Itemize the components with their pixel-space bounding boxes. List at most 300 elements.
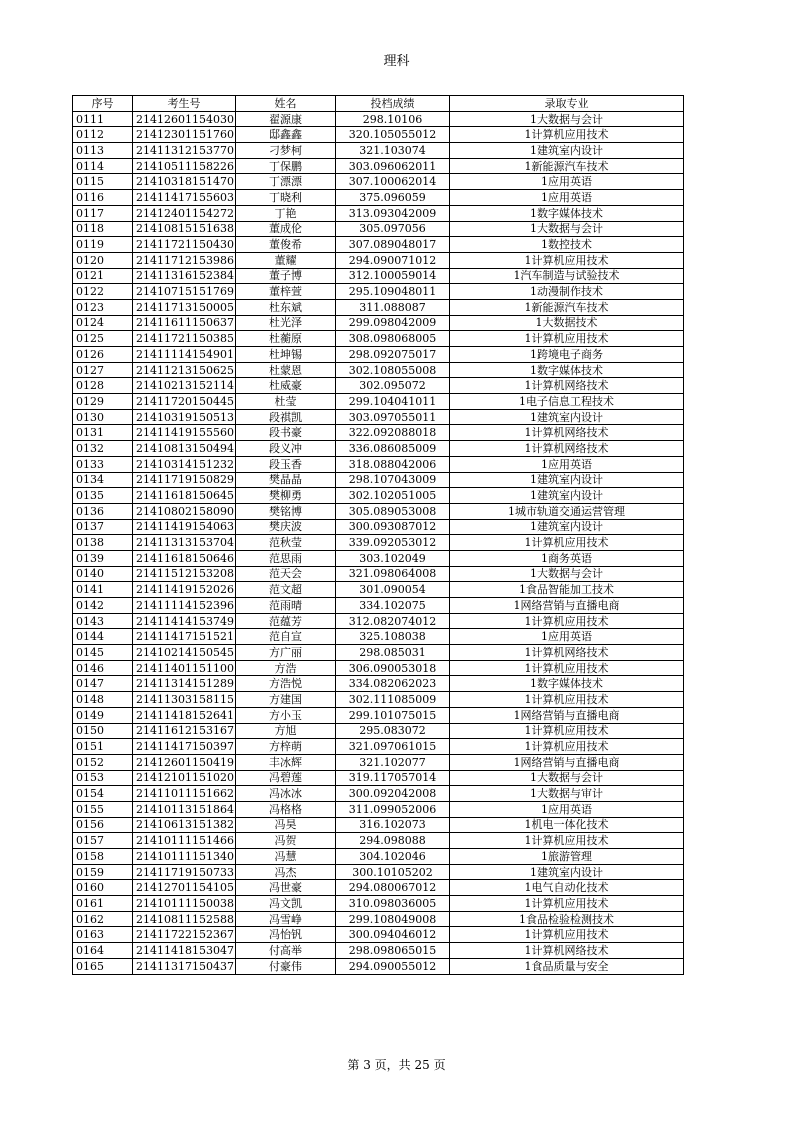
cell-seq: 0127 [73,362,133,378]
cell-name: 杜东斌 [236,299,336,315]
table-row [73,488,684,504]
cell-major: 1建筑室内设计 [450,409,684,425]
cell-exam-number: 21412601154030 [133,111,236,127]
cell-exam-number: 21411011151662 [133,786,236,802]
table-row [73,362,684,378]
cell-major: 1应用英语 [450,174,684,190]
table-row [73,660,684,676]
cell-name: 丁艳 [236,205,336,221]
cell-name: 范思雨 [236,550,336,566]
cell-name: 段祺凯 [236,409,336,425]
cell-seq: 0164 [73,943,133,959]
table-row [73,503,684,519]
cell-exam-number: 21411417155603 [133,190,236,206]
cell-name: 段玉香 [236,456,336,472]
cell-score: 321.097061015 [336,739,450,755]
cell-exam-number: 21411419155560 [133,425,236,441]
cell-name: 方广丽 [236,645,336,661]
cell-score: 311.099052006 [336,801,450,817]
cell-major: 1食品智能加工技术 [450,582,684,598]
cell-name: 范秋莹 [236,535,336,551]
cell-exam-number: 21411114154901 [133,347,236,363]
cell-major: 1计算机应用技术 [450,613,684,629]
table-row [73,252,684,268]
cell-seq: 0139 [73,550,133,566]
cell-exam-number: 21410715151769 [133,284,236,300]
cell-major: 1计算机应用技术 [450,127,684,143]
cell-score: 313.093042009 [336,205,450,221]
cell-score: 295.109048011 [336,284,450,300]
cell-exam-number: 21411618150646 [133,550,236,566]
table-row [73,911,684,927]
cell-exam-number: 21411618150645 [133,488,236,504]
cell-seq: 0119 [73,237,133,253]
cell-score: 294.098088 [336,833,450,849]
table-row [73,409,684,425]
cell-major: 1建筑室内设计 [450,143,684,159]
cell-major: 1数字媒体技术 [450,362,684,378]
table-row [73,472,684,488]
cell-exam-number: 21411611150637 [133,315,236,331]
cell-seq: 0120 [73,252,133,268]
cell-name: 冯文凯 [236,896,336,912]
cell-seq: 0115 [73,174,133,190]
cell-score: 310.098036005 [336,896,450,912]
table-row [73,111,684,127]
cell-seq: 0123 [73,299,133,315]
header-seq: 序号 [73,96,133,112]
cell-exam-number: 21410213152114 [133,378,236,394]
cell-score: 319.117057014 [336,770,450,786]
cell-exam-number: 21410511158226 [133,158,236,174]
cell-seq: 0117 [73,205,133,221]
table-row [73,817,684,833]
cell-exam-number: 21411722152367 [133,927,236,943]
cell-exam-number: 21411712153986 [133,252,236,268]
cell-exam-number: 21412401154272 [133,205,236,221]
cell-major: 1计算机网络技术 [450,378,684,394]
table-row [73,237,684,253]
cell-name: 冯怡钒 [236,927,336,943]
table-row [73,629,684,645]
table-row [73,315,684,331]
table-row [73,723,684,739]
cell-exam-number: 21411414153749 [133,613,236,629]
cell-exam-number: 21411721150430 [133,237,236,253]
cell-major: 1建筑室内设计 [450,864,684,880]
cell-seq: 0140 [73,566,133,582]
table-row [73,739,684,755]
cell-major: 1计算机应用技术 [450,252,684,268]
cell-exam-number: 21411713150005 [133,299,236,315]
cell-major: 1电子信息工程技术 [450,394,684,410]
cell-score: 300.093087012 [336,519,450,535]
cell-exam-number: 21411418153047 [133,943,236,959]
cell-name: 冯杰 [236,864,336,880]
cell-score: 320.105055012 [336,127,450,143]
table-row [73,786,684,802]
table-row [73,284,684,300]
cell-seq: 0142 [73,598,133,614]
cell-seq: 0125 [73,331,133,347]
table-row [73,645,684,661]
cell-score: 321.098064008 [336,566,450,582]
table-row [73,927,684,943]
cell-major: 1跨境电子商务 [450,347,684,363]
cell-major: 1城市轨道交通运营管理 [450,503,684,519]
cell-score: 303.096062011 [336,158,450,174]
cell-major: 1网络营销与直播电商 [450,707,684,723]
cell-score: 300.094046012 [336,927,450,943]
table-row [73,190,684,206]
cell-name: 方旭 [236,723,336,739]
table-row [73,331,684,347]
cell-seq: 0148 [73,692,133,708]
cell-seq: 0112 [73,127,133,143]
cell-name: 翟源康 [236,111,336,127]
cell-name: 冯冰冰 [236,786,336,802]
cell-exam-number: 21411417150397 [133,739,236,755]
header-score: 投档成绩 [336,96,450,112]
cell-major: 1新能源汽车技术 [450,299,684,315]
cell-major: 1计算机应用技术 [450,739,684,755]
cell-major: 1大数据与会计 [450,221,684,237]
cell-major: 1应用英语 [450,629,684,645]
cell-name: 杜蘅原 [236,331,336,347]
cell-major: 1应用英语 [450,190,684,206]
cell-score: 298.10106 [336,111,450,127]
cell-score: 321.102077 [336,754,450,770]
cell-seq: 0152 [73,754,133,770]
cell-name: 杜坤锡 [236,347,336,363]
cell-exam-number: 21410815151638 [133,221,236,237]
cell-major: 1机电一体化技术 [450,817,684,833]
cell-name: 范自宣 [236,629,336,645]
cell-major: 1数控技术 [450,237,684,253]
cell-exam-number: 21411721150385 [133,331,236,347]
table-row [73,519,684,535]
cell-exam-number: 21410111151340 [133,849,236,865]
cell-score: 336.086085009 [336,441,450,457]
cell-exam-number: 21411418152641 [133,707,236,723]
table-row [73,221,684,237]
cell-score: 303.097055011 [336,409,450,425]
cell-score: 301.090054 [336,582,450,598]
cell-name: 丁保鹏 [236,158,336,174]
table-row [73,550,684,566]
cell-seq: 0144 [73,629,133,645]
cell-score: 294.080067012 [336,880,450,896]
page-footer: 第 3 页，共 25 页 [347,1058,446,1072]
cell-seq: 0126 [73,347,133,363]
cell-name: 杜莹 [236,394,336,410]
cell-major: 1食品检验检测技术 [450,911,684,927]
cell-name: 杜光泽 [236,315,336,331]
cell-score: 375.096059 [336,190,450,206]
table-row [73,127,684,143]
cell-seq: 0141 [73,582,133,598]
cell-seq: 0149 [73,707,133,723]
table-row [73,598,684,614]
cell-seq: 0160 [73,880,133,896]
cell-score: 334.102075 [336,598,450,614]
cell-name: 范雨晴 [236,598,336,614]
table-row [73,801,684,817]
cell-name: 董成伦 [236,221,336,237]
cell-major: 1动漫制作技术 [450,284,684,300]
cell-name: 杜威豪 [236,378,336,394]
cell-major: 1计算机应用技术 [450,692,684,708]
cell-seq: 0128 [73,378,133,394]
cell-exam-number: 21410111150038 [133,896,236,912]
cell-major: 1大数据技术 [450,315,684,331]
table-row [73,582,684,598]
cell-exam-number: 21411114152396 [133,598,236,614]
cell-score: 316.102073 [336,817,450,833]
table-row [73,143,684,159]
cell-name: 樊铭博 [236,503,336,519]
cell-score: 299.098042009 [336,315,450,331]
cell-name: 范天会 [236,566,336,582]
cell-score: 303.102049 [336,550,450,566]
cell-seq: 0113 [73,143,133,159]
cell-exam-number: 21412701154105 [133,880,236,896]
table-body [73,111,684,974]
cell-name: 邸鑫鑫 [236,127,336,143]
cell-exam-number: 21411419152026 [133,582,236,598]
header-major: 录取专业 [450,96,684,112]
table-row [73,299,684,315]
cell-name: 丁晓利 [236,190,336,206]
cell-major: 1计算机网络技术 [450,441,684,457]
cell-name: 范蕴芳 [236,613,336,629]
cell-major: 1大数据与会计 [450,770,684,786]
cell-score: 300.10105202 [336,864,450,880]
cell-seq: 0133 [73,456,133,472]
cell-major: 1网络营销与直播电商 [450,598,684,614]
cell-score: 322.092088018 [336,425,450,441]
table-row [73,268,684,284]
cell-major: 1计算机应用技术 [450,927,684,943]
cell-name: 丁漂漂 [236,174,336,190]
table-row [73,441,684,457]
table-row [73,707,684,723]
cell-exam-number: 21410111151466 [133,833,236,849]
table-row [73,535,684,551]
cell-score: 312.100059014 [336,268,450,284]
cell-major: 1应用英语 [450,456,684,472]
table-row [73,958,684,974]
cell-seq: 0156 [73,817,133,833]
cell-major: 1汽车制造与试验技术 [450,268,684,284]
cell-seq: 0137 [73,519,133,535]
cell-major: 1电气自动化技术 [450,880,684,896]
cell-exam-number: 21412301151760 [133,127,236,143]
cell-score: 334.082062023 [336,676,450,692]
cell-name: 董俊希 [236,237,336,253]
cell-name: 丰冰辉 [236,754,336,770]
cell-name: 董梓萱 [236,284,336,300]
cell-seq: 0111 [73,111,133,127]
table-row [73,158,684,174]
cell-exam-number: 21411512153208 [133,566,236,582]
cell-seq: 0159 [73,864,133,880]
cell-major: 1网络营销与直播电商 [450,754,684,770]
cell-exam-number: 21411316152384 [133,268,236,284]
cell-score: 306.090053018 [336,660,450,676]
cell-exam-number: 21410318151470 [133,174,236,190]
cell-seq: 0132 [73,441,133,457]
cell-name: 董耀 [236,252,336,268]
cell-exam-number: 21411303158115 [133,692,236,708]
cell-name: 樊柳勇 [236,488,336,504]
cell-major: 1数字媒体技术 [450,676,684,692]
cell-major: 1大数据与审计 [450,786,684,802]
cell-exam-number: 21412101151020 [133,770,236,786]
table-row [73,880,684,896]
table-row [73,378,684,394]
cell-major: 1建筑室内设计 [450,472,684,488]
cell-score: 308.098068005 [336,331,450,347]
cell-seq: 0163 [73,927,133,943]
cell-name: 冯世豪 [236,880,336,896]
cell-score: 298.092075017 [336,347,450,363]
cell-seq: 0135 [73,488,133,504]
cell-score: 305.089053008 [336,503,450,519]
cell-name: 方建国 [236,692,336,708]
table-row [73,896,684,912]
cell-exam-number: 21411719150829 [133,472,236,488]
cell-major: 1计算机应用技术 [450,833,684,849]
cell-score: 307.100062014 [336,174,450,190]
cell-name: 樊庆波 [236,519,336,535]
cell-score: 325.108038 [336,629,450,645]
cell-seq: 0124 [73,315,133,331]
table-row [73,456,684,472]
cell-score: 339.092053012 [336,535,450,551]
cell-score: 321.103074 [336,143,450,159]
table-header-row [73,96,684,112]
cell-name: 付豪伟 [236,958,336,974]
cell-score: 302.111085009 [336,692,450,708]
cell-major: 1商务英语 [450,550,684,566]
cell-exam-number: 21410802158090 [133,503,236,519]
cell-seq: 0138 [73,535,133,551]
cell-exam-number: 21411719150733 [133,864,236,880]
cell-seq: 0153 [73,770,133,786]
cell-name: 方小玉 [236,707,336,723]
cell-exam-number: 21410811152588 [133,911,236,927]
cell-seq: 0146 [73,660,133,676]
cell-seq: 0130 [73,409,133,425]
table-row [73,833,684,849]
cell-exam-number: 21410319150513 [133,409,236,425]
cell-seq: 0150 [73,723,133,739]
cell-seq: 0114 [73,158,133,174]
cell-exam-number: 21411314151289 [133,676,236,692]
cell-score: 304.102046 [336,849,450,865]
cell-score: 305.097056 [336,221,450,237]
cell-seq: 0121 [73,268,133,284]
cell-name: 樊晶晶 [236,472,336,488]
cell-exam-number: 21410813150494 [133,441,236,457]
cell-major: 1大数据与会计 [450,566,684,582]
cell-major: 1计算机应用技术 [450,660,684,676]
cell-name: 方浩 [236,660,336,676]
cell-score: 295.083072 [336,723,450,739]
header-exam-number: 考生号 [133,96,236,112]
cell-name: 冯昊 [236,817,336,833]
cell-exam-number: 21411612153167 [133,723,236,739]
cell-score: 302.095072 [336,378,450,394]
cell-seq: 0154 [73,786,133,802]
cell-major: 1建筑室内设计 [450,519,684,535]
cell-score: 311.088087 [336,299,450,315]
cell-seq: 0147 [73,676,133,692]
cell-exam-number: 21411317150437 [133,958,236,974]
cell-score: 299.101075015 [336,707,450,723]
cell-score: 312.082074012 [336,613,450,629]
table-row [73,394,684,410]
cell-name: 范文超 [236,582,336,598]
cell-name: 段书豪 [236,425,336,441]
cell-score: 299.104041011 [336,394,450,410]
cell-name: 杜蒙恩 [236,362,336,378]
cell-major: 1计算机网络技术 [450,645,684,661]
cell-seq: 0136 [73,503,133,519]
table-row [73,754,684,770]
cell-score: 298.107043009 [336,472,450,488]
cell-score: 299.108049008 [336,911,450,927]
cell-exam-number: 21410214150545 [133,645,236,661]
table-row [73,864,684,880]
cell-name: 段义冲 [236,441,336,457]
cell-score: 302.108055008 [336,362,450,378]
cell-exam-number: 21411313153704 [133,535,236,551]
cell-seq: 0162 [73,911,133,927]
cell-major: 1食品质量与安全 [450,958,684,974]
cell-exam-number: 21411401151100 [133,660,236,676]
table-row [73,613,684,629]
table-row [73,692,684,708]
cell-seq: 0145 [73,645,133,661]
cell-score: 298.098065015 [336,943,450,959]
cell-name: 冯雪峥 [236,911,336,927]
cell-exam-number: 21410314151232 [133,456,236,472]
cell-seq: 0165 [73,958,133,974]
cell-exam-number: 21411419154063 [133,519,236,535]
cell-seq: 0118 [73,221,133,237]
cell-major: 1应用英语 [450,801,684,817]
cell-score: 294.090055012 [336,958,450,974]
cell-major: 1旅游管理 [450,849,684,865]
cell-seq: 0116 [73,190,133,206]
cell-seq: 0151 [73,739,133,755]
cell-name: 刁梦柯 [236,143,336,159]
cell-name: 方浩悦 [236,676,336,692]
cell-major: 1计算机应用技术 [450,535,684,551]
admission-table [72,95,684,975]
table-row [73,943,684,959]
cell-major: 1数字媒体技术 [450,205,684,221]
cell-score: 318.088042006 [336,456,450,472]
table-row [73,849,684,865]
header-name: 姓名 [236,96,336,112]
table-row [73,676,684,692]
cell-major: 1建筑室内设计 [450,488,684,504]
cell-score: 294.090071012 [336,252,450,268]
cell-exam-number: 21412601150419 [133,754,236,770]
